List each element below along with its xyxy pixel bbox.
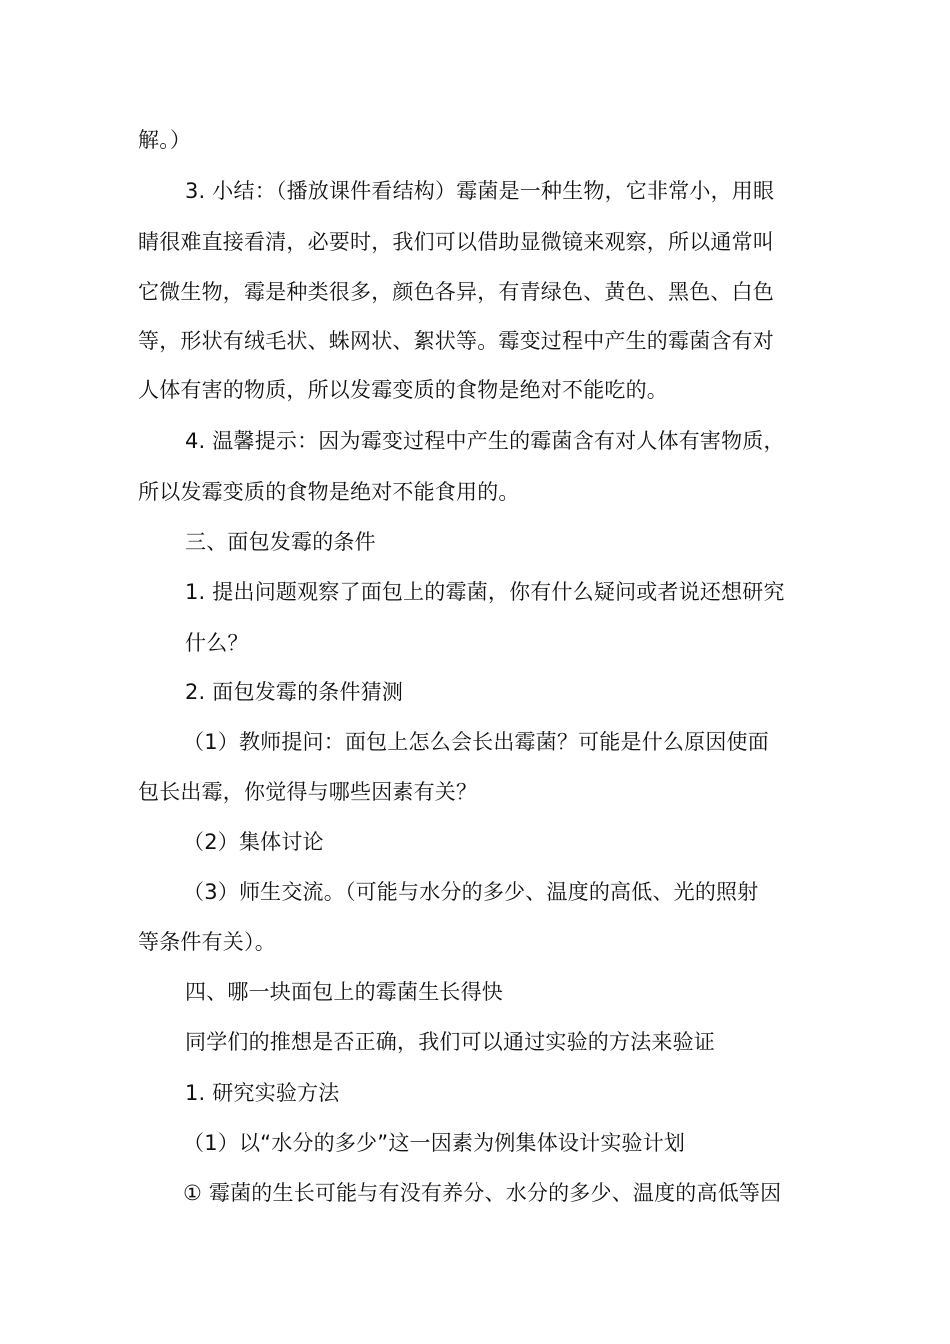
group-discussion: （2）集体讨论 — [183, 830, 324, 854]
summary-paragraph-start: 3. 小结：（播放课件看结构）霉菌是一种生物，它非常小，用眼 — [185, 179, 775, 203]
section-heading-three: 三、面包发霉的条件 — [185, 530, 376, 554]
text-line: 包长出霉，你觉得与哪些因素有关？ — [138, 780, 478, 804]
experiment-plan: （1）以“水分的多少”这一因素为例集体设计实验计划 — [183, 1131, 686, 1155]
text-line: 同学们的推想是否正确，我们可以通过实验的方法来验证 — [185, 1030, 715, 1054]
text-line: 睛很难直接看清，必要时，我们可以借助显微镜来观察，所以通常叫 — [138, 230, 774, 254]
text-line: 什么？ — [185, 631, 249, 655]
text-line: 所以发霉变质的食物是绝对不能食用的。 — [138, 480, 520, 504]
subheading-method: 1. 研究实验方法 — [185, 1081, 340, 1105]
teacher-question-start: （1）教师提问：面包上怎么会长出霉菌？可能是什么原因使面 — [183, 730, 769, 754]
section-heading-four: 四、哪一块面包上的霉菌生长得快 — [185, 980, 503, 1004]
text-line: 等，形状有绒毛状、蛛网状、絮状等。霉变过程中产生的霉菌含有对 — [138, 329, 774, 353]
tip-paragraph-start: 4. 温馨提示：因为霉变过程中产生的霉菌含有对人体有害物质， — [185, 429, 785, 453]
text-line: 解。） — [138, 128, 192, 152]
text-line: 等条件有关）。 — [138, 930, 276, 954]
list-item-one: ① 霉菌的生长可能与有没有养分、水分的多少、温度的高低等因 — [183, 1181, 782, 1205]
subheading-guess: 2. 面包发霉的条件猜测 — [185, 680, 404, 704]
exchange-paragraph-start: （3）师生交流。（可能与水分的多少、温度的高低、光的照射 — [183, 880, 759, 904]
text-line: 人体有害的物质，所以发霉变质的食物是绝对不能吃的。 — [138, 378, 668, 402]
text-line: 它微生物，霉是种类很多，颜色各异，有青绿色、黄色、黑色、白色 — [138, 280, 774, 304]
question-paragraph-start: 1. 提出问题观察了面包上的霉菌，你有什么疑问或者说还想研究 — [185, 580, 785, 604]
